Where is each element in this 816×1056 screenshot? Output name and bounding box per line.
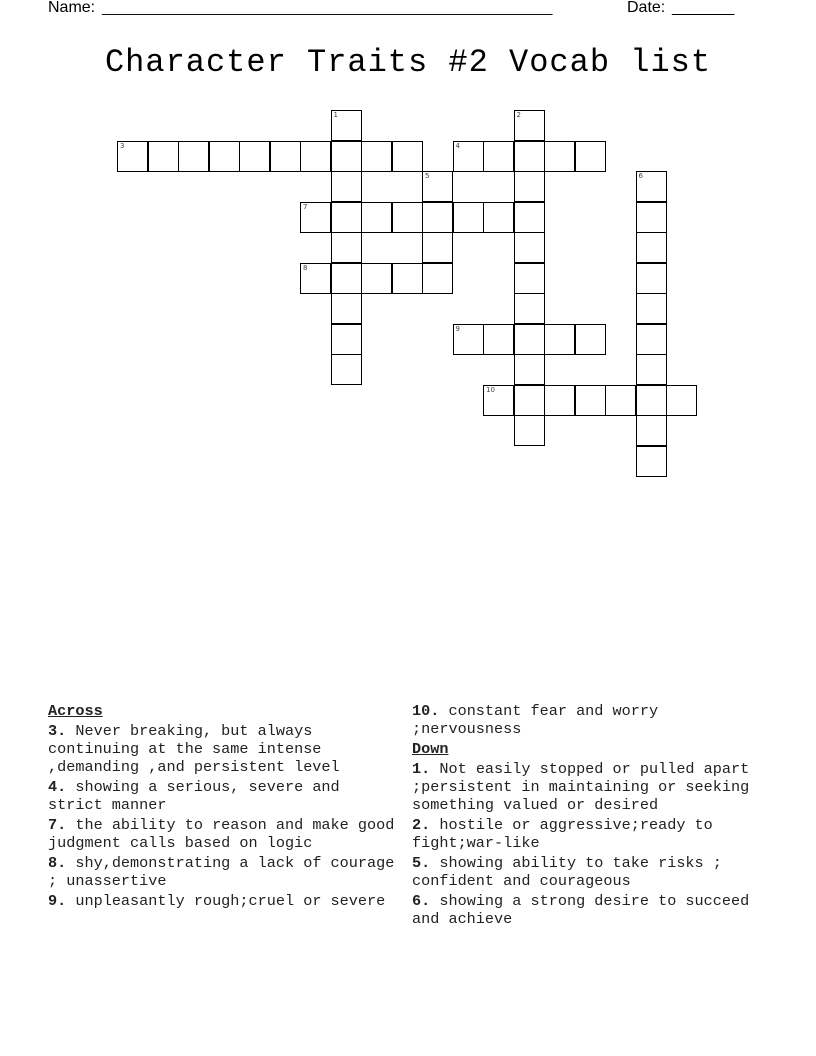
crossword-cell[interactable] xyxy=(331,171,362,202)
name-line[interactable]: ______________________________________________________ xyxy=(102,0,553,16)
crossword-cell[interactable] xyxy=(544,141,575,172)
crossword-cell[interactable] xyxy=(361,263,392,294)
clue-text: constant fear and worry ;nervousness xyxy=(412,702,668,738)
crossword-cell[interactable] xyxy=(117,141,148,172)
clue-item xyxy=(412,854,772,890)
clue-number: 7. xyxy=(48,816,67,834)
crossword-cell[interactable] xyxy=(331,110,362,141)
cell-number: 7 xyxy=(303,202,308,211)
clue-item xyxy=(48,778,398,814)
clue-text: showing ability to take risks ; confident and courageous xyxy=(412,854,732,890)
date-line[interactable]: _______ xyxy=(672,0,735,16)
crossword-cell[interactable] xyxy=(636,202,667,233)
crossword-cell[interactable] xyxy=(453,202,484,233)
across-heading: Across xyxy=(48,702,103,720)
clue-text: showing a strong desire to succeed and achieve xyxy=(412,892,759,928)
crossword-cell[interactable] xyxy=(514,263,545,294)
crossword-cell[interactable] xyxy=(422,263,453,294)
crossword-cell[interactable] xyxy=(331,202,362,233)
crossword-cell[interactable] xyxy=(514,354,545,385)
crossword-cell[interactable] xyxy=(331,141,362,172)
crossword-cell[interactable] xyxy=(148,141,179,172)
cell-number: 1 xyxy=(333,111,338,119)
crossword-cell[interactable] xyxy=(270,141,301,172)
crossword-cell[interactable] xyxy=(300,202,331,233)
crossword-cell[interactable] xyxy=(422,171,453,202)
crossword-cell[interactable] xyxy=(636,415,667,446)
clue-number: 10. xyxy=(412,702,440,720)
clue-text: hostile or aggressive;ready to fight;war-like xyxy=(412,816,722,852)
across-clue-list xyxy=(48,722,404,910)
crossword-cell[interactable] xyxy=(331,263,362,294)
crossword-cell[interactable] xyxy=(209,141,240,172)
crossword-cell[interactable] xyxy=(514,202,545,233)
crossword-cell[interactable] xyxy=(636,171,667,202)
cell-number: 8 xyxy=(303,263,308,272)
page-title: Character Traits #2 Vocab list xyxy=(104,44,712,81)
cell-number: 5 xyxy=(425,172,430,180)
crossword-cell[interactable] xyxy=(636,263,667,294)
date-label: Date: xyxy=(627,0,666,16)
clue-item xyxy=(48,854,404,890)
down-clue-list xyxy=(412,760,772,928)
cell-number: 4 xyxy=(455,141,460,150)
crossword-cell[interactable] xyxy=(575,141,606,172)
crossword-cell[interactable] xyxy=(514,110,545,141)
crossword-cell[interactable] xyxy=(300,263,331,294)
crossword-cell[interactable] xyxy=(544,324,575,355)
crossword-cell[interactable] xyxy=(300,141,331,172)
crossword-cell[interactable] xyxy=(361,202,392,233)
clue-number: 4. xyxy=(48,778,67,796)
crossword-cell[interactable] xyxy=(575,324,606,355)
clue-item xyxy=(412,702,772,738)
crossword-cell[interactable] xyxy=(514,171,545,202)
clue-number: 2. xyxy=(412,816,431,834)
clue-item xyxy=(48,892,398,910)
crossword-cell[interactable] xyxy=(239,141,270,172)
crossword-cell[interactable] xyxy=(666,385,697,416)
across-clue-list-continued xyxy=(412,702,772,738)
crossword-cell[interactable] xyxy=(636,354,667,385)
crossword-cell[interactable] xyxy=(636,385,667,416)
crossword-cell[interactable] xyxy=(636,232,667,263)
crossword-cell[interactable] xyxy=(605,385,636,416)
crossword-cell[interactable] xyxy=(361,141,392,172)
crossword-cell[interactable] xyxy=(544,385,575,416)
crossword-cell[interactable] xyxy=(514,141,545,172)
cell-number: 3 xyxy=(120,141,125,150)
crossword-cell[interactable] xyxy=(483,141,514,172)
crossword-cell[interactable] xyxy=(331,232,362,263)
clues-left-column xyxy=(48,702,404,912)
crossword-cell[interactable] xyxy=(331,324,362,355)
crossword-cell[interactable] xyxy=(483,385,514,416)
clue-number: 6. xyxy=(412,892,431,910)
clue-item xyxy=(412,760,772,814)
crossword-cell[interactable] xyxy=(636,293,667,324)
crossword-cell[interactable] xyxy=(514,293,545,324)
crossword-cell[interactable] xyxy=(636,324,667,355)
crossword-grid xyxy=(0,0,816,460)
crossword-cell[interactable] xyxy=(178,141,209,172)
crossword-cell[interactable] xyxy=(453,324,484,355)
crossword-cell[interactable] xyxy=(331,354,362,385)
clue-text: shy,demonstrating a lack of courage ; unassertive xyxy=(48,854,404,890)
cell-number: 10 xyxy=(486,385,495,394)
crossword-cell[interactable] xyxy=(636,446,667,477)
clue-number: 8. xyxy=(48,854,67,872)
clue-text: showing a serious, severe and strict manner xyxy=(48,778,349,814)
clue-number: 1. xyxy=(412,760,431,778)
clue-text: Never breaking, but always continuing at the same intense ,demanding ,and persistent level xyxy=(48,722,340,776)
clue-number: 9. xyxy=(48,892,67,910)
crossword-cell[interactable] xyxy=(514,324,545,355)
crossword-cell[interactable] xyxy=(392,202,423,233)
clue-item xyxy=(48,722,398,776)
crossword-cell[interactable] xyxy=(575,385,606,416)
crossword-cell[interactable] xyxy=(422,202,453,233)
clue-text: unpleasantly rough;cruel or severe xyxy=(75,892,386,910)
crossword-cell[interactable] xyxy=(392,263,423,294)
cell-number: 9 xyxy=(455,324,460,333)
clue-text: Not easily stopped or pulled apart ;persistent in maintaining or seeking something valued or desired xyxy=(412,760,759,814)
crossword-cell[interactable] xyxy=(483,202,514,233)
clue-number: 3. xyxy=(48,722,67,740)
crossword-cell[interactable] xyxy=(483,324,514,355)
clues-right-column xyxy=(412,702,772,930)
crossword-cell[interactable] xyxy=(514,232,545,263)
crossword-cell[interactable] xyxy=(514,415,545,446)
crossword-cell[interactable] xyxy=(514,385,545,416)
clue-number: 5. xyxy=(412,854,431,872)
clue-item xyxy=(48,816,404,852)
clue-text: the ability to reason and make good judgment calls based on logic xyxy=(48,816,404,852)
clue-item xyxy=(412,892,772,928)
crossword-cell[interactable] xyxy=(422,232,453,263)
clue-item xyxy=(412,816,772,852)
cell-number: 6 xyxy=(638,172,643,180)
down-heading: Down xyxy=(412,740,449,758)
crossword-cell[interactable] xyxy=(453,141,484,172)
crossword-cell[interactable] xyxy=(392,141,423,172)
cell-number: 2 xyxy=(516,111,521,119)
crossword-cell[interactable] xyxy=(331,293,362,324)
name-label: Name: xyxy=(48,0,96,16)
